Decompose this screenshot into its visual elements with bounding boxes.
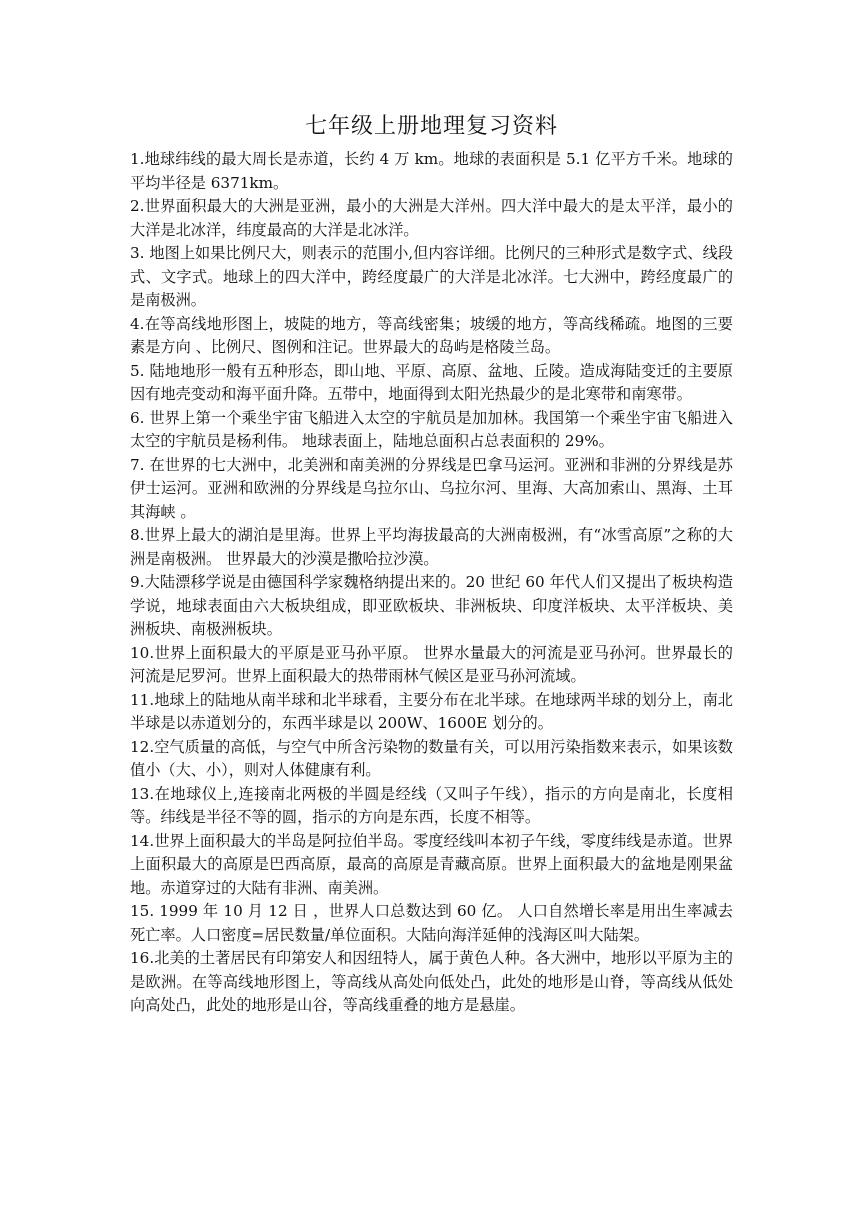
- paragraph-15: 15. 1999 年 10 月 12 日 ，世界人口总数达到 60 亿。 人口自然增长率是用出生率减去死亡率。人口密度=居民数量/单位面积。大陆向海洋延伸的浅海区叫大陆架。: [130, 902, 733, 944]
- paragraph-10: 10.世界上面积最大的平原是亚马孙平原。 世界水量最大的河流是亚马孙河。世界最长的河流是尼罗河。世界上面积最大的热带雨林气候区是亚马孙河流域。: [130, 643, 733, 685]
- paragraph-9: 9.大陆漂移学说是由德国科学家魏格纳提出来的。20 世纪 60 年代人们又提出了板块构造学说，地球表面由六大板块组成，即亚欧板块、非洲板块、印度洋板块、太平洋板块、美洲板块、南极洲板块。: [130, 573, 733, 638]
- document-title: 七年级上册地理复习资料: [304, 114, 558, 139]
- paragraph-1: 1.地球纬线的最大周长是赤道，长约 4 万 km。地球的表面积是 5.1 亿平方千米。地球的平均半径是 6371km。: [130, 150, 733, 192]
- paragraph-13: 13.在地球仪上,连接南北两极的半圆是经线（又叫子午线），指示的方向是南北，长度相等。纬线是半径不等的圆，指示的方向是东西，长度不相等。: [130, 784, 733, 826]
- paragraph-16: 16.北美的土著居民有印第安人和因纽特人，属于黄色人种。各大洲中，地形以平原为主的是欧洲。在等高线地形图上，等高线从高处向低处凸，此处的地形是山脊，等高线从低处向高处凸，此处的地形是山谷，等高线重叠的地方是悬崖。: [130, 949, 733, 1014]
- paragraph-14: 14.世界上面积最大的半岛是阿拉伯半岛。零度经线叫本初子午线，零度纬线是赤道。世界上面积最大的高原是巴西高原，最高的高原是青藏高原。世界上面积最大的盆地是刚果盆地。赤道穿过的大陆有非洲、南美洲。: [130, 831, 733, 897]
- paragraph-6: 6. 世界上第一个乘坐宇宙飞船进入太空的宇航员是加加林。我国第一个乘坐宇宙飞船进入太空的宇航员是杨利伟。 地球表面上，陆地总面积占总表面积的 29%。: [130, 408, 733, 450]
- paragraph-2: 2.世界面积最大的大洲是亚洲，最小的大洲是大洋州。四大洋中最大的是太平洋，最小的大洋是北冰洋，纬度最高的大洋是北冰洋。: [130, 197, 733, 239]
- paragraph-7: 7. 在世界的七大洲中，北美洲和南美洲的分界线是巴拿马运河。亚洲和非洲的分界线是苏伊士运河。亚洲和欧洲的分界线是乌拉尔山、乌拉尔河、里海、大高加索山、黑海、土耳其海峡 。: [130, 455, 733, 521]
- paragraph-12: 12.空气质量的高低，与空气中所含污染物的数量有关，可以用污染指数来表示，如果该数值小（大、小），则对人体健康有利。: [130, 737, 733, 779]
- document-page: [130, 112, 733, 1018]
- paragraph-5: 5. 陆地地形一般有五种形态，即山地、平原、高原、盆地、丘陵。造成海陆变迁的主要原因有地壳变动和海平面升降。五带中，地面得到太阳光热最少的是北寒带和南寒带。: [130, 361, 733, 403]
- paragraph-8: 8.世界上最大的湖泊是里海。世界上平均海拔最高的大洲南极洲，有“冰雪高原”之称的大洲是南极洲。 世界最大的沙漠是撒哈拉沙漠。: [130, 526, 733, 568]
- paragraph-11: 11.地球上的陆地从南半球和北半球看，主要分布在北半球。在地球两半球的划分上，南北半球是以赤道划分的，东西半球是以 200W、1600E 划分的。: [130, 690, 733, 732]
- paragraph-3: 3. 地图上如果比例尺大，则表示的范围小,但内容详细。比例尺的三种形式是数字式、线段式、文字式。地球上的四大洋中，跨经度最广的大洋是北冰洋。七大洲中，跨经度最广的是南极洲。: [130, 244, 733, 309]
- paragraph-4: 4.在等高线地形图上，坡陡的地方，等高线密集；坡缓的地方，等高线稀疏。地图的三要素是方向 、比例尺、图例和注记。世界最大的岛屿是格陵兰岛。: [130, 314, 733, 356]
